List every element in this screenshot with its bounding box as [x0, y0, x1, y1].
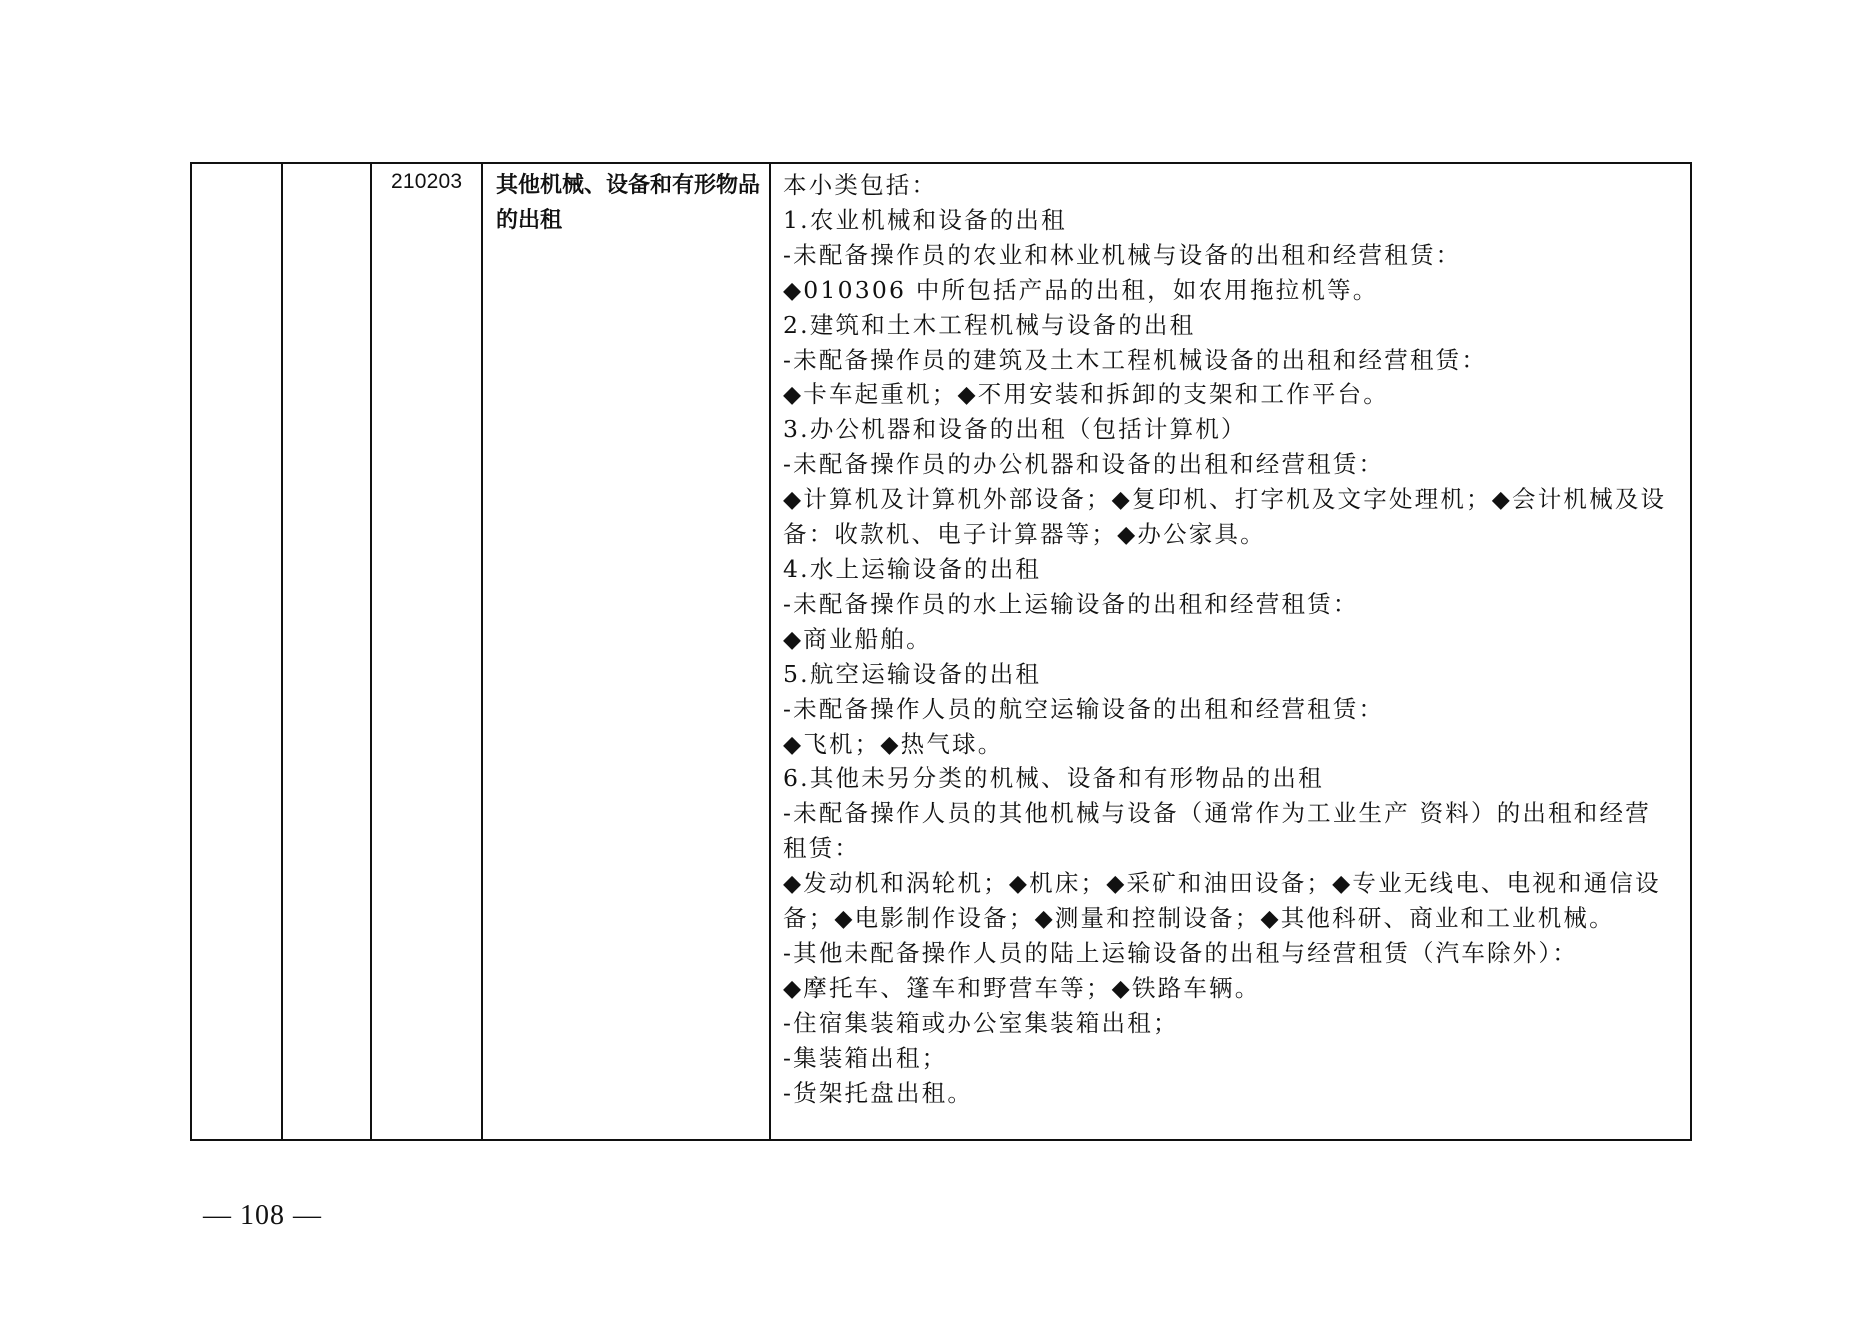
description-line: 5.航空运输设备的出租 [783, 659, 1042, 688]
description-line: -住宿集装箱或办公室集装箱出租； [783, 1008, 1179, 1037]
description-line: -未配备操作员的建筑及土木工程机械设备的出租和经营租赁： [783, 345, 1488, 374]
description-line: -其他未配备操作人员的陆上运输设备的出租与经营租赁（汽车除外）： [783, 938, 1579, 967]
description-line: -集装箱出租； [783, 1043, 948, 1072]
description-line: -未配备操作人员的航空运输设备的出租和经营租赁： [783, 694, 1385, 723]
description-line: ◆摩托车、篷车和野营车等；◆铁路车辆。 [783, 973, 1261, 1002]
class-description [770, 163, 1691, 1140]
classification-table [190, 162, 1692, 1141]
description-line: ◆010306 中所包括产品的出租，如农用拖拉机等。 [783, 275, 1379, 304]
description-line: 6.其他未另分类的机械、设备和有形物品的出租 [783, 764, 1324, 793]
description-line: 4.水上运输设备的出租 [783, 554, 1042, 583]
description-line: 2.建筑和土木工程机械与设备的出租 [783, 310, 1196, 339]
table-row [191, 163, 1691, 1140]
class-name: 其他机械、设备和有形物品的出租 [482, 163, 770, 1140]
description-line: ◆卡车起重机；◆不用安装和拆卸的支架和工作平台。 [783, 380, 1389, 409]
class-code: 210203 [371, 163, 482, 1140]
description-line: 本小类包括： [783, 171, 938, 199]
description-line: ◆发动机和涡轮机；◆机床；◆采矿和油田设备；◆专业无线电、电视和通信设备；◆电影制作设备；◆测量和控制设备；◆其他科研、商业和工业机械。 [783, 869, 1661, 933]
description-line: -未配备操作员的办公机器和设备的出租和经营租赁： [783, 450, 1385, 479]
description-line: ◆飞机；◆热气球。 [783, 729, 1004, 758]
description-line: -未配备操作员的水上运输设备的出租和经营租赁： [783, 589, 1359, 618]
empty-cell-subcategory [282, 163, 371, 1140]
empty-cell-category [191, 163, 282, 1140]
description-line: -未配备操作员的农业和林业机械与设备的出租和经营租赁： [783, 240, 1462, 269]
description-line: 1.农业机械和设备的出租 [783, 205, 1067, 234]
description-line: 3.办公机器和设备的出租（包括计算机） [783, 415, 1247, 444]
description-line: -未配备操作人员的其他机械与设备（通常作为工业生产 资料）的出租和经营租赁： [783, 799, 1651, 863]
description-line: -货架托盘出租。 [783, 1078, 974, 1107]
description-line: ◆计算机及计算机外部设备；◆复印机、打字机及文字处理机；◆会计机械及设备：收款机、电子计算器等；◆办公家具。 [783, 485, 1667, 549]
description-line: ◆商业船舶。 [783, 624, 932, 653]
page-number: — 108 — [203, 1200, 322, 1231]
